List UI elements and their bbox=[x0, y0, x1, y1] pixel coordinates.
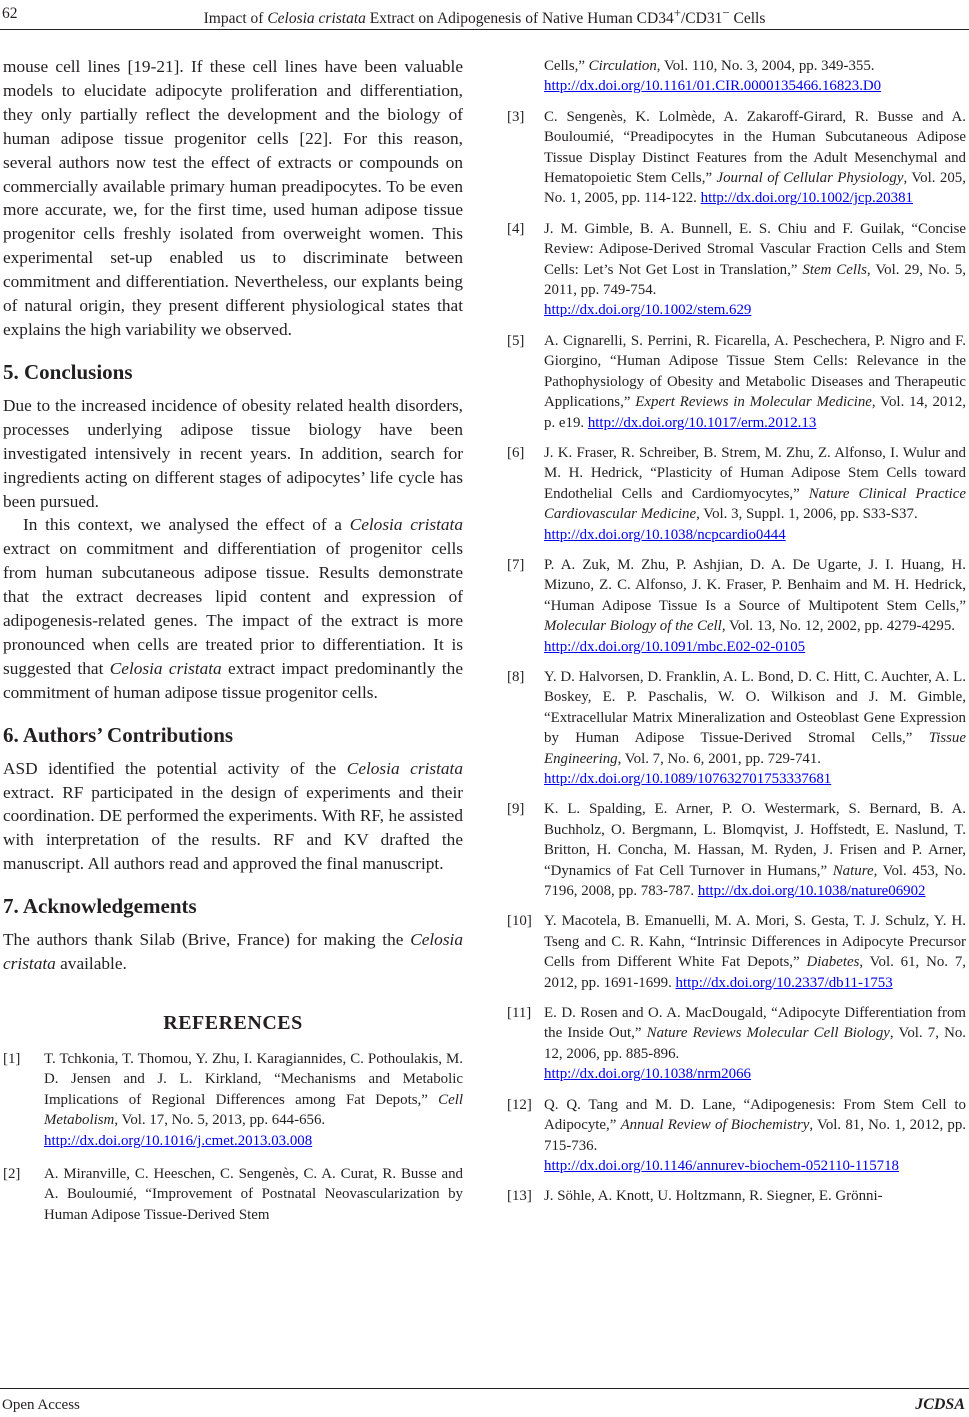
reference-item: [9] K. L. Spalding, E. Arner, P. O. Westermark, S. Bernard, B. A. Buchholz, O. Bergmann, L. Blomqvist, J. Hoffstedt, E. Naslund, T. Britton, H. Concha, M. Hassan, M. Ryden, J. Frisen and P. Arner, “Dynamics of Fat Cell Turnover in Humans,” Nature, Vol. 453, No. 7196, 2008, pp. 783-787. http://dx.doi.org/10.1038/nature06902 bbox=[507, 801, 966, 900]
reference-number: [12] bbox=[507, 1096, 532, 1113]
reference-number: [7] bbox=[507, 556, 525, 573]
doi-link[interactable]: http://dx.doi.org/10.1038/ncpcardio0444 bbox=[544, 526, 786, 543]
page-footer bbox=[0, 1385, 969, 1417]
running-title: Impact of Celosia cristata Extract on Adipogenesis of Native Human CD34+/CD31− Cells bbox=[203, 5, 766, 28]
reference-number: [9] bbox=[507, 801, 525, 818]
contributions-paragraph: ASD identified the potential activity of the Celosia cristata extract. RF participated in the design of experiments and their coordination. DE performed the experiments. With RF, he assisted with interpretation of the results. RF and KV drafted the manuscript. All authors read and approved the final manuscript. bbox=[3, 758, 463, 874]
doi-link[interactable]: http://dx.doi.org/10.1016/j.cmet.2013.03.008 bbox=[44, 1132, 313, 1149]
page-header bbox=[0, 0, 969, 30]
reference-item: [8] Y. D. Halvorsen, D. Franklin, A. L. Bond, D. C. Hitt, C. Auchter, A. L. Boskey, E. P. Paschalis, W. O. Wilkison and J. M. Gimble, “Extracellular Matrix Mineralization and Osteoblast Gene Expression by Human Adipose Tissue-Derived Stromal Cells,” Tissue Engineering, Vol. 7, No. 6, 2001, pp. 729-741. http://dx.doi.org/10.1089/107632701753337681 bbox=[507, 668, 966, 787]
reference-item: [5] A. Cignarelli, S. Perrini, R. Ficarella, A. Peschechera, P. Nigro and F. Giorgino, “Human Adipose Tissue Stem Cells: Relevance in the Pathophysiology of Obesity and Metabolic Diseases and Therapeutic Applications,” Expert Reviews in Molecular Medicine, Vol. 14, 2012, p. e19. http://dx.doi.org/10.1017/erm.2012.13 bbox=[507, 332, 966, 431]
doi-link[interactable]: http://dx.doi.org/10.1089/107632701753337681 bbox=[544, 771, 832, 787]
acknowledgements-heading: 7. Acknowledgements bbox=[3, 894, 197, 919]
doi-link[interactable]: http://dx.doi.org/10.1091/mbc.E02-02-0105 bbox=[544, 638, 806, 655]
reference-item: [4] J. M. Gimble, B. A. Bunnell, E. S. Chiu and F. Guilak, “Concise Review: Adipose-Derived Stromal Vascular Fraction Cells and Stem Cells: Let’s Not Get Lost in Translation,” Stem Cells, Vol. 29, No. 5, 2011, pp. 749-754. http://dx.doi.org/10.1002/stem.629 bbox=[507, 220, 967, 319]
reference-item: [6] J. K. Fraser, R. Schreiber, B. Strem, M. Zhu, Z. Alfonso, I. Wulur and M. H. Hedrick, “Plasticity of Human Adipose Stem Cells toward Endothelial Cells and Cardiomyocytes,” Nature Clinical Practice Cardiovascular Medicine, Vol. 3, Suppl. 1, 2006, pp. S33-S37. http://dx.doi.org/10.1038/ncpcardio0444 bbox=[507, 444, 966, 543]
reference-item: [1] T. Tchkonia, T. Thomou, Y. Zhu, I. Karagiannides, C. Pothoulakis, M. D. Jensen and J. L. Kirkland, “Mechanisms and Metabolic Implications of Regional Differences among Fat Depots,” Cell Metabolism, Vol. 17, No. 5, 2013, pp. 644-656. http://dx.doi.org/10.1016/j.cmet.2013.03.008 bbox=[3, 1051, 463, 1149]
conclusions-paragraph-2: In this context, we analysed the effect of a Celosia cristata extract on commitment and differentiation of progenitor cells from human subcutaneous adipose tissue. Results demonstrate that the extract decreases lipid content and expression of adipogenesis-related genes. The impact of the extract is more pronounced when cells are treated prior to differentiation. It is suggested that Celosia cristata extract impact predominantly the commitment of human adipose tissue progenitor cells. bbox=[3, 515, 464, 702]
footer-divider bbox=[0, 1388, 969, 1389]
reference-number: [8] bbox=[507, 668, 525, 685]
conclusions-heading: 5. Conclusions bbox=[3, 359, 133, 384]
doi-link[interactable]: http://dx.doi.org/10.1038/nrm2066 bbox=[544, 1066, 751, 1083]
discussion-continuation: mouse cell lines [19-21]. If these cell lines have been valuable models to elucidate adipocyte proliferation and differentiation, they only partially reflect the development and the biology of human adipose tissue progenitor cells [22]. For this reason, several authors now test the effect of extracts or compounds on commercially available primary human preadipocytes. To be even more accurate, we, for the first time, used human adipose tissue progenitor cells freshly isolated from overweight women. This experimental set-up enabled us to discriminate between commitment and differentiation. Nevertheless, our explants being of natural origin, they present different physiological states that explains the high variability we observed. bbox=[3, 57, 463, 339]
doi-link[interactable]: http://dx.doi.org/10.2337/db11-1753 bbox=[675, 974, 893, 991]
contributions-heading: 6. Authors’ Contributions bbox=[3, 722, 234, 747]
doi-link[interactable]: http://dx.doi.org/10.1161/01.CIR.0000135466.16823.D0 bbox=[544, 78, 882, 95]
conclusions-paragraph-1: Due to the increased incidence of obesity related health disorders, processes underlying adipose tissue biology have been investigated intensively in recent years. In addition, search for ingredients acting on different stages of adipocytes’ life cycle has been pursued. bbox=[3, 395, 463, 511]
reference-item: Cells,” Circulation, Vol. 110, No. 3, 2004, pp. 349-355. http://dx.doi.org/10.1161/01.CIR.0000135466.16823.D0 bbox=[544, 58, 882, 95]
journal-abbreviation: JCDSA bbox=[915, 1396, 965, 1413]
right-column bbox=[507, 48, 966, 1207]
header-divider bbox=[0, 29, 969, 30]
doi-link[interactable]: http://dx.doi.org/10.1146/annurev-biochem-052110-115718 bbox=[544, 1157, 899, 1174]
page-number: 62 bbox=[2, 5, 18, 22]
reference-number: [13] bbox=[507, 1188, 532, 1205]
reference-number: [10] bbox=[507, 913, 532, 930]
references-heading: REFERENCES bbox=[163, 1012, 303, 1034]
reference-number: [6] bbox=[507, 444, 525, 461]
reference-item: [12] Q. Q. Tang and M. D. Lane, “Adipogenesis: From Stem Cell to Adipocyte,” Annual Review of Biochemistry, Vol. 81, No. 1, 2012, pp. 715-736. http://dx.doi.org/10.1146/annurev-biochem-052110-115718 bbox=[507, 1096, 967, 1174]
reference-number: [3] bbox=[507, 108, 525, 125]
doi-link[interactable]: http://dx.doi.org/10.1002/stem.629 bbox=[544, 302, 752, 319]
reference-item: [3] C. Sengenès, K. Lolmède, A. Zakaroff-Girard, R. Busse and A. Bouloumié, “Preadipocytes in the Human Subcutaneous Adipose Tissue Display Distinct Features from the Adult Mesenchymal and Hematopoietic Stem Cells,” Journal of Cellular Physiology, Vol. 205, No. 1, 2005, pp. 114-122. http://dx.doi.org/10.1002/jcp.20381 bbox=[507, 108, 966, 207]
reference-item: [2] A. Miranville, C. Heeschen, C. Sengenès, C. A. Curat, R. Busse and A. Bouloumié, “Improvement of Postnatal Neovascularization by Human Adipose Tissue-Derived Stem bbox=[3, 1166, 463, 1223]
reference-number: [2] bbox=[3, 1166, 21, 1183]
reference-item: [11] E. D. Rosen and O. A. MacDougald, “Adipocyte Differentiation from the Inside Out,” Nature Reviews Molecular Cell Biology, Vol. 7, No. 12, 2006, pp. 885-896. http://dx.doi.org/10.1038/nrm2066 bbox=[507, 1005, 966, 1083]
doi-link[interactable]: http://dx.doi.org/10.1038/nature06902 bbox=[697, 883, 926, 900]
doi-link[interactable]: http://dx.doi.org/10.1017/erm.2012.13 bbox=[587, 414, 817, 431]
reference-item: [7] P. A. Zuk, M. Zhu, P. Ashjian, D. A. De Ugarte, J. I. Huang, H. Mizuno, Z. C. Alfonso, J. K. Fraser, P. Benhaim and M. H. Hedrick, “Human Adipose Tissue Is a Source of Multipotent Stem Cells,” Molecular Biology of the Cell, Vol. 13, No. 12, 2002, pp. 4279-4295. http://dx.doi.org/10.1091/mbc.E02-02-0105 bbox=[507, 556, 966, 655]
reference-number: [4] bbox=[507, 220, 525, 237]
reference-number: [5] bbox=[507, 332, 525, 349]
doi-link[interactable]: http://dx.doi.org/10.1002/jcp.20381 bbox=[700, 190, 913, 207]
reference-item: [13] J. Söhle, A. Knott, U. Holtzmann, R. Siegner, E. Grönni- bbox=[507, 1186, 966, 1206]
reference-number: [11] bbox=[507, 1005, 532, 1022]
left-column bbox=[3, 48, 463, 1225]
acknowledgements-paragraph: The authors thank Silab (Brive, France) for making the Celosia cristata available. bbox=[3, 930, 463, 974]
open-access-label: Open Access bbox=[2, 1397, 80, 1413]
reference-number: [1] bbox=[3, 1051, 21, 1067]
reference-item: [10] Y. Macotela, B. Emanuelli, M. A. Mori, S. Gesta, T. J. Schulz, Y. H. Tseng and C. R. Kahn, “Intrinsic Differences in Adipocyte Precursor Cells from Different White Fat Depots,” Diabetes, Vol. 61, No. 7, 2012, pp. 1691-1699. http://dx.doi.org/10.2337/db11-1753 bbox=[507, 913, 966, 991]
